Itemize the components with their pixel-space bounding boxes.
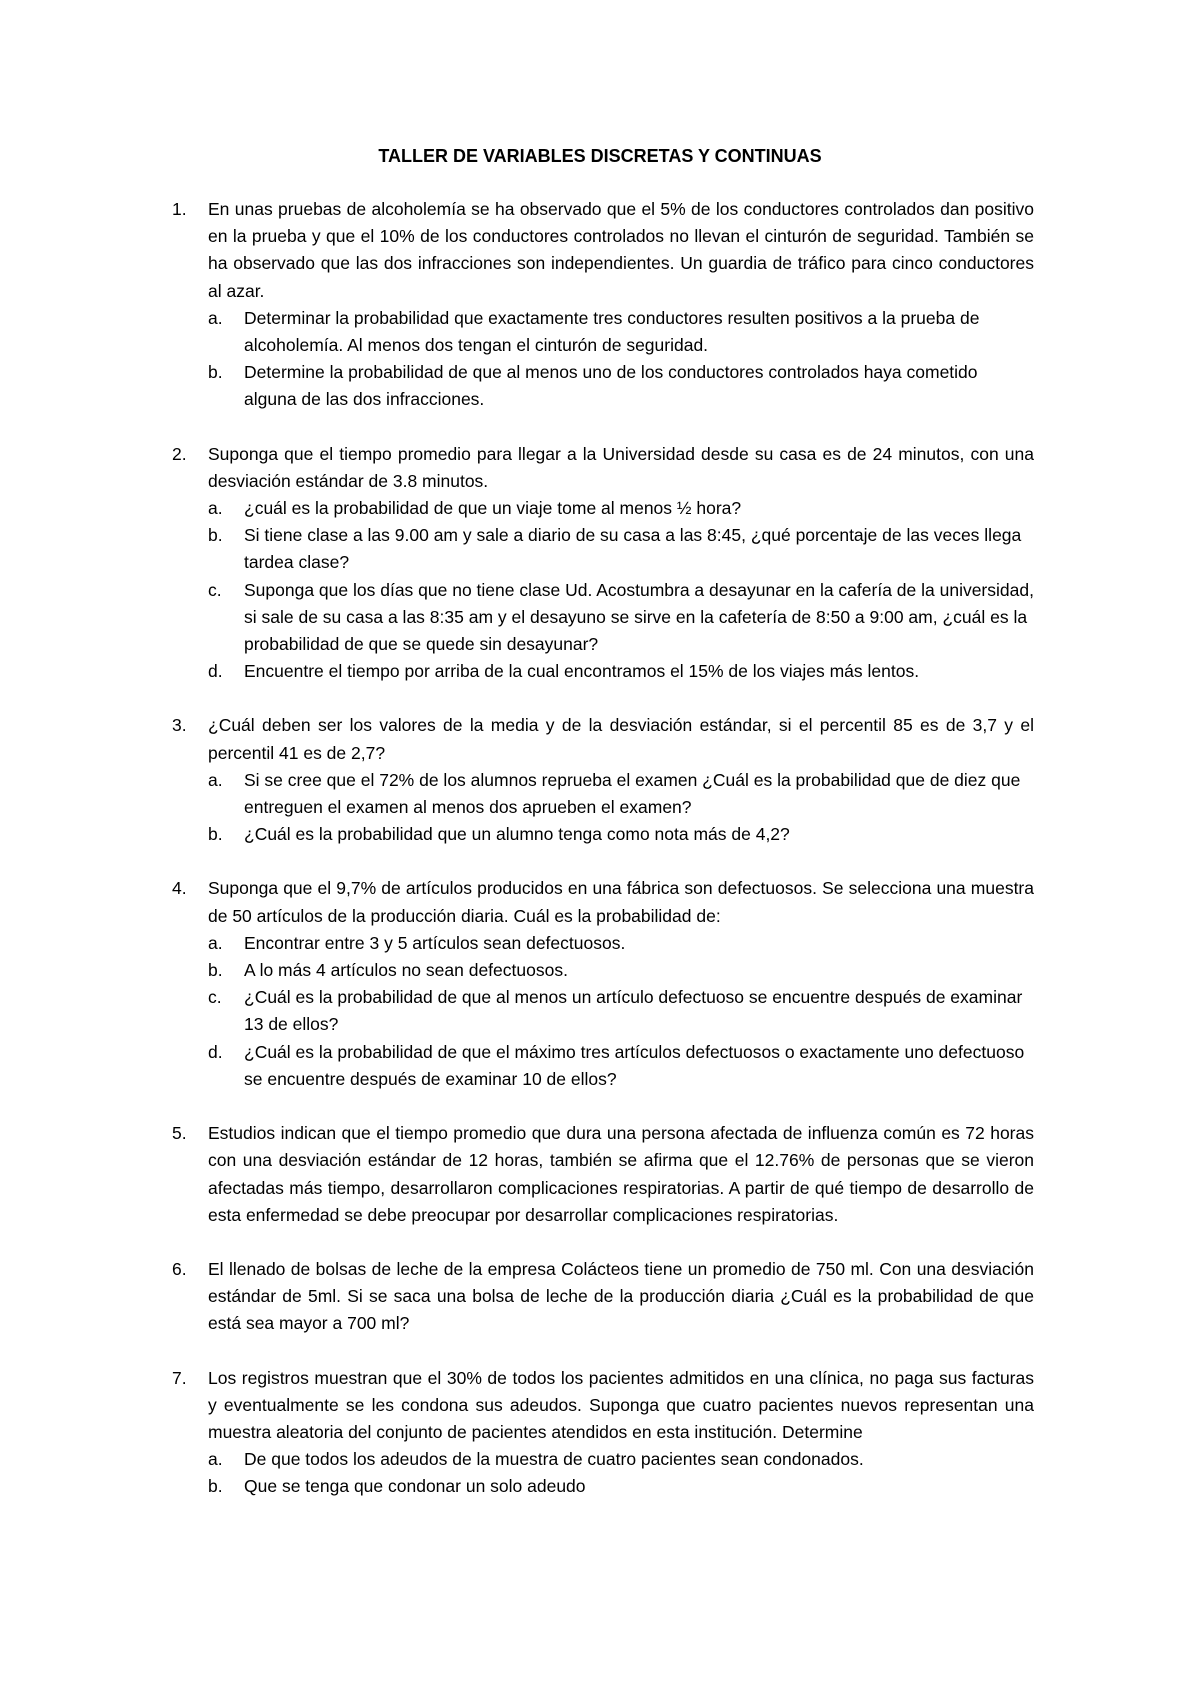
subquestion-label: c.: [208, 579, 222, 600]
subquestion-text: ¿Cuál es la probabilidad que un alumno tenga como nota más de 4,2?: [244, 824, 790, 845]
subquestion-item: [208, 957, 1034, 984]
subquestion-label: b.: [208, 525, 223, 546]
subquestion-text: A lo más 4 artículos no sean defectuosos.: [244, 960, 568, 981]
problem-number: 5.: [172, 1123, 187, 1144]
subquestion-item: [208, 1039, 1034, 1093]
subquestion-list: [208, 495, 1034, 685]
subquestion-label: b.: [208, 362, 223, 383]
problem-item: [172, 441, 1034, 686]
subquestion-label: a.: [208, 307, 223, 328]
problem-number: 7.: [172, 1367, 187, 1388]
problem-item: [172, 712, 1034, 848]
subquestion-text: ¿Cuál es la probabilidad de que el máximo tres artículos defectuosos o exactamente uno defectuoso se encuentre después de examinar 10 de ellos?: [244, 1041, 1025, 1089]
subquestion-item: [208, 522, 1034, 576]
subquestion-list: [208, 305, 1034, 414]
subquestion-list: [208, 930, 1034, 1093]
subquestion-label: c.: [208, 987, 222, 1008]
subquestion-text: Determinar la probabilidad que exactamente tres conductores resulten positivos a la prueba de alcoholemía. Al menos dos tengan el cinturón de seguridad.: [244, 307, 980, 356]
subquestion-item: [208, 1446, 1034, 1473]
subquestion-text: ¿Cuál es la probabilidad de que al menos un artículo defectuoso se encuentre después de examinar 13 de ellos?: [244, 987, 1023, 1035]
problem-text: ¿Cuál deben ser los valores de la media y de la desviación estándar, si el percentil 85 es de 3,7 y el percentil 41 es de 2,7?: [208, 715, 1034, 763]
problem-text: Suponga que el tiempo promedio para llegar a la Universidad desde su casa es de 24 minutos, con una desviación estándar de 3.8 minutos.: [208, 443, 1034, 491]
subquestion-item: [208, 767, 1034, 821]
subquestion-text: Si se cree que el 72% de los alumnos reprueba el examen ¿Cuál es la probabilidad que de diez que entreguen el examen al menos dos aprueben el examen?: [244, 769, 1021, 818]
subquestion-item: [208, 984, 1034, 1038]
subquestion-text: ¿cuál es la probabilidad de que un viaje tome al menos ½ hora?: [244, 498, 742, 519]
subquestion-item: [208, 305, 1034, 359]
subquestion-text: Encuentre el tiempo por arriba de la cual encontramos el 15% de los viajes más lentos.: [244, 661, 920, 682]
subquestion-item: [208, 577, 1034, 659]
subquestion-label: d.: [208, 1041, 223, 1062]
subquestion-label: a.: [208, 932, 223, 953]
subquestion-label: b.: [208, 960, 223, 981]
subquestion-label: a.: [208, 1449, 223, 1470]
subquestion-item: [208, 821, 1034, 848]
problem-text: El llenado de bolsas de leche de la empresa Colácteos tiene un promedio de 750 ml. Con una desviación estándar de 5ml. Si se saca una bolsa de leche de la producción diaria ¿Cuál es la probabilidad de que está sea mayor a 700 ml?: [208, 1258, 1034, 1334]
problem-text: Estudios indican que el tiempo promedio que dura una persona afectada de influenza común es 72 horas con una desviación estándar de 12 horas, también se afirma que el 12.76% de personas que se vieron afectadas más tiempo, desarrollaron complicaciones respiratorias. A partir de qué tiempo de desarrollo de esta enfermedad se debe preocupar por desarrollar complicaciones respiratorias.: [208, 1123, 1034, 1225]
subquestion-item: [208, 495, 1034, 522]
subquestion-item: [208, 359, 1034, 413]
problem-item: [172, 875, 1034, 1093]
subquestion-label: b.: [208, 1476, 223, 1497]
problem-item: [172, 1256, 1034, 1338]
subquestion-text: Que se tenga que condonar un solo adeudo: [244, 1476, 586, 1497]
subquestion-label: b.: [208, 824, 223, 845]
problem-item: [172, 1365, 1034, 1501]
subquestion-text: Determine la probabilidad de que al menos uno de los conductores controlados haya cometido alguna de las dos infracciones.: [244, 362, 978, 410]
problem-number: 3.: [172, 715, 187, 736]
subquestion-item: [208, 1473, 1034, 1500]
problem-text: En unas pruebas de alcoholemía se ha observado que el 5% de los conductores controlados dan positivo en la prueba y que el 10% de los conductores controlados no llevan el cinturón de seguridad. También se ha observado que las dos infracciones son independientes. Un guardia de tráfico para cinco conductores al azar.: [208, 199, 1034, 301]
subquestion-list: [208, 1446, 1034, 1500]
subquestion-item: [208, 658, 1034, 685]
subquestion-text: Encontrar entre 3 y 5 artículos sean defectuosos.: [244, 932, 626, 953]
subquestion-label: a.: [208, 769, 223, 790]
problem-number: 2.: [172, 443, 187, 464]
subquestion-item: [208, 930, 1034, 957]
problem-number: 6.: [172, 1258, 187, 1279]
problem-number: 4.: [172, 878, 187, 899]
problem-text: Los registros muestran que el 30% de todos los pacientes admitidos en una clínica, no paga sus facturas y eventualmente se les condona sus adeudos. Suponga que cuatro pacientes nuevos representan una muestra aleatoria del conjunto de pacientes atendidos en esta institución. Determine: [208, 1367, 1034, 1442]
problem-number: 1.: [172, 199, 187, 219]
subquestion-list: [208, 767, 1034, 849]
problem-item: [172, 1120, 1034, 1229]
problem-item: [172, 196, 1034, 414]
subquestion-text: De que todos los adeudos de la muestra de cuatro pacientes sean condonados.: [244, 1449, 864, 1470]
subquestion-label: a.: [208, 498, 223, 519]
subquestion-text: Si tiene clase a las 9.00 am y sale a diario de su casa a las 8:45, ¿qué porcentaje de las veces llega tardea clase?: [244, 525, 1022, 573]
subquestion-text: Suponga que los días que no tiene clase Ud. Acostumbra a desayunar en la cafería de la universidad, si sale de su casa a las 8:35 am y el desayuno se sirve en la cafetería de 8:50 a 9:00 am, ¿cuál es la probabilidad de que se quede sin desayunar?: [244, 579, 1034, 655]
problem-text: Suponga que el 9,7% de artículos producidos en una fábrica son defectuosos. Se selecciona una muestra de 50 artículos de la producción diaria. Cuál es la probabilidad de:: [208, 878, 1034, 926]
page-title: TALLER DE VARIABLES DISCRETAS Y CONTINUAS: [378, 146, 822, 166]
subquestion-label: d.: [208, 661, 223, 682]
problem-list: [172, 196, 1034, 1528]
